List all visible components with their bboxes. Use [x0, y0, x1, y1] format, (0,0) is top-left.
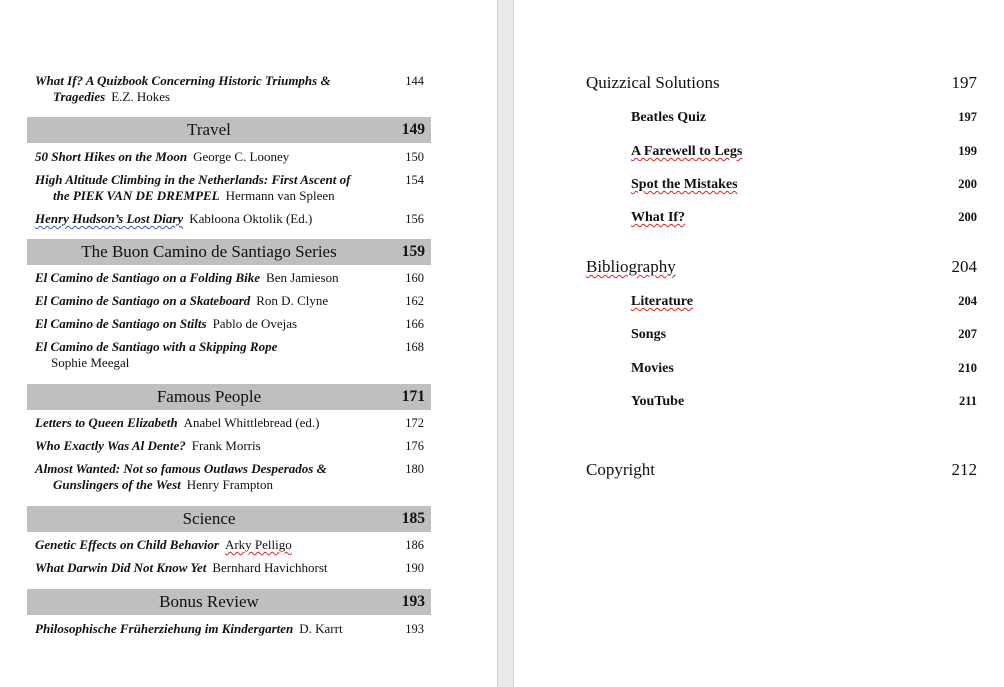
subentry-page-number: 200	[958, 177, 977, 191]
entry-title: Who Exactly Was Al Dente?	[35, 438, 186, 453]
section-page-number: 149	[401, 121, 425, 138]
entry-author: Frank Morris	[191, 438, 261, 453]
toc-entry[interactable]	[35, 211, 430, 227]
entry-title-continued: Gunslingers of the West	[53, 477, 181, 492]
entry-page-number: 176	[405, 439, 424, 453]
entry-page-number: 154	[405, 173, 424, 187]
entry-author: Pablo de Ovejas	[212, 316, 298, 331]
entry-page-number: 156	[405, 212, 424, 226]
subentry-label: Beatles Quiz	[631, 110, 707, 125]
entry-page-number: 168	[405, 340, 424, 354]
toc-entry[interactable]	[35, 415, 430, 431]
subentry-page-number: 210	[958, 361, 977, 375]
heading-page-number: 204	[951, 257, 977, 276]
entry-page-number: 160	[405, 271, 424, 285]
toc-subentry[interactable]	[631, 177, 977, 193]
toc-heading-bibliography[interactable]	[586, 257, 977, 277]
toc-heading-copyright[interactable]	[586, 460, 977, 480]
toc-heading-quizzical-solutions[interactable]	[586, 73, 977, 93]
subentry-page-number: 211	[958, 394, 977, 408]
entry-title: El Camino de Santiago on Stilts	[35, 316, 207, 331]
subentry-label: Literature	[631, 294, 693, 309]
entry-author: Ben Jamieson	[266, 270, 339, 285]
entry-title: Philosophische Früherziehung im Kindergarten	[35, 621, 294, 636]
heading-title: Copyright	[586, 460, 655, 479]
toc-entry[interactable]	[35, 537, 430, 553]
subentry-label: Songs	[631, 327, 667, 342]
toc-entry[interactable]	[35, 316, 430, 332]
entry-title: Genetic Effects on Child Behavior	[35, 537, 219, 552]
section-header-science[interactable]	[27, 506, 431, 532]
entry-title: What If? A Quizbook Concerning Historic Triumphs &	[35, 73, 331, 88]
section-header-travel[interactable]	[27, 117, 431, 143]
section-title: Bonus Review	[159, 592, 259, 611]
section-page-number: 193	[401, 593, 425, 610]
section-page-number: 185	[401, 510, 425, 527]
left-document-page	[0, 0, 497, 687]
subentry-label: YouTube	[631, 394, 685, 409]
toc-entry[interactable]	[35, 172, 430, 204]
toc-entry[interactable]	[35, 438, 430, 454]
toc-subentry[interactable]	[631, 361, 977, 377]
entry-title: El Camino de Santiago with a Skipping Rope	[35, 339, 278, 354]
toc-subentry[interactable]	[631, 110, 977, 126]
subentry-label: A Farewell to Legs	[631, 144, 743, 159]
toc-entry[interactable]	[35, 149, 430, 165]
subentry-page-number: 207	[958, 327, 977, 341]
entry-title: Almost Wanted: Not so famous Outlaws Desperados &	[35, 461, 327, 476]
entry-author: Bernhard Havichhorst	[212, 560, 328, 575]
toc-entry[interactable]	[35, 339, 430, 371]
subentry-label: Spot the Mistakes	[631, 177, 738, 192]
section-header-buon-camino[interactable]	[27, 239, 431, 265]
entry-page-number: 166	[405, 317, 424, 331]
entry-author: E.Z. Hokes	[111, 89, 171, 104]
entry-author: Ron D. Clyne	[256, 293, 329, 308]
entry-page-number: 190	[405, 561, 424, 575]
section-title: Famous People	[156, 387, 262, 406]
right-document-page	[514, 0, 1004, 687]
page-gutter	[497, 0, 514, 687]
entry-title: Henry Hudson’s Lost Diary	[35, 211, 184, 226]
entry-title: El Camino de Santiago on a Skateboard	[35, 293, 251, 308]
subentry-page-number: 200	[958, 210, 977, 224]
heading-page-number: 197	[951, 73, 977, 92]
section-title: Travel	[187, 120, 231, 139]
entry-title: High Altitude Climbing in the Netherlands: First Ascent of	[35, 172, 351, 187]
section-header-bonus-review[interactable]	[27, 589, 431, 615]
entry-title: 50 Short Hikes on the Moon	[35, 149, 188, 164]
entry-title-continued: Tragedies	[53, 89, 106, 104]
toc-subentry[interactable]	[631, 327, 977, 343]
subentry-label: Movies	[631, 361, 674, 376]
toc-entry[interactable]	[35, 621, 430, 637]
toc-entry[interactable]	[35, 461, 430, 493]
entry-title: El Camino de Santiago on a Folding Bike	[35, 270, 261, 285]
subentry-label: What If?	[631, 210, 686, 225]
entry-author: Anabel Whittlebread (ed.)	[183, 415, 320, 430]
entry-page-number: 180	[405, 462, 424, 476]
entry-author: Kabloona Oktolik (Ed.)	[189, 211, 313, 226]
toc-entry[interactable]	[35, 560, 430, 576]
entry-author: Henry Frampton	[186, 477, 274, 492]
entry-page-number: 186	[405, 538, 424, 552]
heading-title: Bibliography	[586, 257, 676, 276]
entry-author: Sophie Meegal	[51, 355, 130, 370]
section-page-number: 159	[401, 243, 425, 260]
entry-author: Arky Pelligo	[224, 537, 292, 552]
entry-page-number: 162	[405, 294, 424, 308]
toc-entry[interactable]	[35, 293, 430, 309]
entry-author: Hermann van Spleen	[225, 188, 335, 203]
entry-title: What Darwin Did Not Know Yet	[35, 560, 207, 575]
section-title: The Buon Camino de Santiago Series	[81, 242, 337, 261]
entry-page-number: 144	[405, 74, 424, 88]
entry-page-number: 172	[405, 416, 424, 430]
toc-subentry[interactable]	[631, 210, 977, 226]
section-header-famous-people[interactable]	[27, 384, 431, 410]
toc-subentry[interactable]	[631, 294, 977, 310]
toc-entry[interactable]	[35, 73, 430, 105]
entry-page-number: 193	[405, 622, 424, 636]
heading-page-number: 212	[951, 460, 977, 479]
toc-subentry[interactable]	[631, 144, 977, 160]
toc-entry[interactable]	[35, 270, 430, 286]
entry-page-number: 150	[405, 150, 424, 164]
entry-title: Letters to Queen Elizabeth	[35, 415, 178, 430]
heading-title: Quizzical Solutions	[586, 73, 720, 92]
entry-author: George C. Looney	[193, 149, 290, 164]
toc-subentry[interactable]	[631, 394, 977, 410]
subentry-page-number: 199	[958, 144, 977, 158]
subentry-page-number: 204	[958, 294, 977, 308]
entry-title-continued: the PIEK VAN DE DREMPEL	[53, 188, 220, 203]
subentry-page-number: 197	[958, 110, 977, 124]
section-title: Science	[182, 509, 236, 528]
entry-author: D. Karrt	[299, 621, 343, 636]
section-page-number: 171	[401, 388, 425, 405]
